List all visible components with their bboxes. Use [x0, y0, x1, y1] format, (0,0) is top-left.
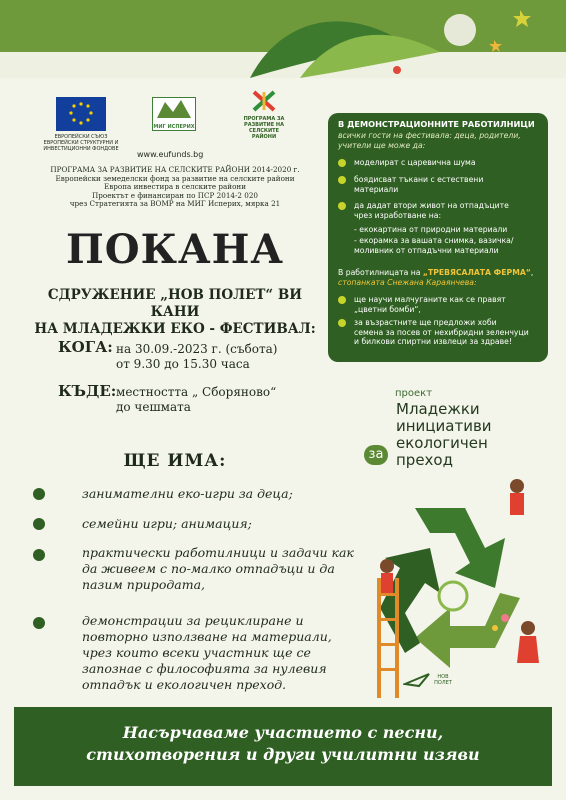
- leaf-decoration: [0, 0, 566, 80]
- where-place: местността „ Сборяново“: [116, 385, 277, 399]
- recycling-illustration: [345, 478, 555, 703]
- where-detail: до чешмата: [116, 400, 191, 414]
- org-line-2: НА МЛАДЕЖКИ ЕКО - ФЕСТИВАЛ:: [34, 321, 316, 337]
- organization-invite: [22, 287, 328, 338]
- banner-line: Насърчаваме участието с песни,: [122, 723, 444, 742]
- eu-flag-logo: [56, 97, 106, 131]
- eufunds-link[interactable]: www.eufunds.bg: [137, 150, 204, 159]
- where-label: КЪДЕ:: [58, 382, 117, 400]
- program-line: ПРОГРАМА ЗА РАЗВИТИЕ НА СЕЛСКИТЕ РАЙОНИ 2014-2020 г.: [50, 165, 300, 174]
- box-bullet: [338, 176, 346, 184]
- banner-line: стихотворения и други училитни изяви: [86, 745, 480, 764]
- list-bullet: [33, 617, 45, 629]
- invitation-title: ПОКАНА: [66, 226, 284, 273]
- eu-caption: ЕВРОПЕЙСКИ СЪЮЗ ЕВРОПЕЙСКИ СТРУКТУРНИ И ИНВЕСТИЦИОННИ ФОНДОВЕ: [43, 134, 119, 152]
- box-item: боядисват тъкани с естествени материали: [354, 175, 484, 194]
- box-bullet: [338, 159, 346, 167]
- nov-polet-logo: [403, 670, 433, 688]
- list-item: занимателни еко-игри за деца;: [82, 486, 293, 501]
- box-item: да дадат втори живот на отпадъците чрез изработване на:: [354, 201, 509, 220]
- program-line: Европа инвестира в селските райони: [103, 182, 246, 191]
- rdp-caption: ПРОГРАМА ЗА РАЗВИТИЕ НА СЕЛСКИТЕ РАЙОНИ: [243, 116, 285, 140]
- recycle-arrow-right: [415, 593, 520, 668]
- program-line: Проектът е финансиран по ПСР 2014-2 020: [92, 190, 258, 200]
- box-bullet: [338, 202, 346, 210]
- box-item: ще научи малчуганите как се правят „цветни бомби“,: [354, 295, 506, 314]
- recycle-center-icon: [439, 582, 467, 610]
- box-subitem: - екорамка за вашата снимка, вазичка/ моливник от отпадъчни материали: [354, 236, 514, 255]
- box-subheading: всички гости на фестивала: деца, родители,: [338, 131, 521, 140]
- box-heading: В ДЕМОНСТРАЦИОННИТЕ РАБОТИЛНИЦИ: [338, 119, 535, 129]
- bottom-banner: [14, 707, 552, 786]
- workshops-box: [328, 113, 548, 362]
- mig-logo-text: МИГ ИСПЕРИХ: [153, 124, 195, 130]
- mig-logo: [152, 97, 196, 131]
- box-bullet: [338, 296, 346, 304]
- box-item: за възрастните ще предложи хоби семена за посев от нехибридни зеленчуци и билкови спиртни извлеци за здраве!: [354, 318, 529, 346]
- person-icon: [510, 479, 524, 493]
- program-line: Европейски земеделски фонд за развитие на селските райони: [55, 173, 295, 183]
- farm-owner: стопанката Снежана Караянчева:: [338, 278, 477, 287]
- program-info: [22, 166, 328, 209]
- will-have-heading: ЩЕ ИМА:: [123, 451, 227, 471]
- farm-name: „ТРЕВЯСАЛАТА ФЕРМА“: [422, 268, 531, 277]
- box-bullet: [338, 319, 346, 327]
- list-item: семейни игри; анимация;: [82, 516, 252, 531]
- project-title: Младежки инициативи екологичен преход: [396, 400, 492, 469]
- rdp-logo: [238, 90, 290, 140]
- list-item: демонстрации за рециклиране и повторно използване на материали, чрез които всеки участник ще се запознае с философията за нулевия отпадък и екологичен преход.: [82, 613, 332, 692]
- project-label: проект: [395, 388, 433, 399]
- workshop-intro: В работилницата на „ТРЕВЯСАЛАТА ФЕРМА“,: [338, 268, 534, 277]
- org-line-1: СДРУЖЕНИЕ „НОВ ПОЛЕТ“ ВИ КАНИ: [47, 287, 303, 320]
- list-item: практически работилници и задачи как да живеем с по-малко отпадъци и да пазим природата,: [82, 545, 354, 592]
- when-time: от 9.30 до 15.30 часа: [116, 357, 250, 371]
- box-subheading: учители ще може да:: [338, 141, 426, 150]
- box-subitem: - екокартина от природни материали: [354, 225, 508, 234]
- person-icon: [380, 559, 394, 573]
- box-item: моделират с царевична шума: [354, 158, 476, 167]
- program-line: чрез Стратегията за ВОМР на МИГ Исперих, мярка 21: [69, 199, 281, 208]
- project-za-badge: за: [364, 445, 388, 465]
- nov-polet-text: НОВ ПОЛЕТ: [434, 674, 452, 686]
- when-label: КОГА:: [58, 338, 113, 356]
- list-bullet: [33, 549, 45, 561]
- when-date: на 30.09.-2023 г. (събота): [116, 342, 278, 356]
- person-icon: [521, 621, 535, 635]
- list-bullet: [33, 518, 45, 530]
- list-bullet: [33, 488, 45, 500]
